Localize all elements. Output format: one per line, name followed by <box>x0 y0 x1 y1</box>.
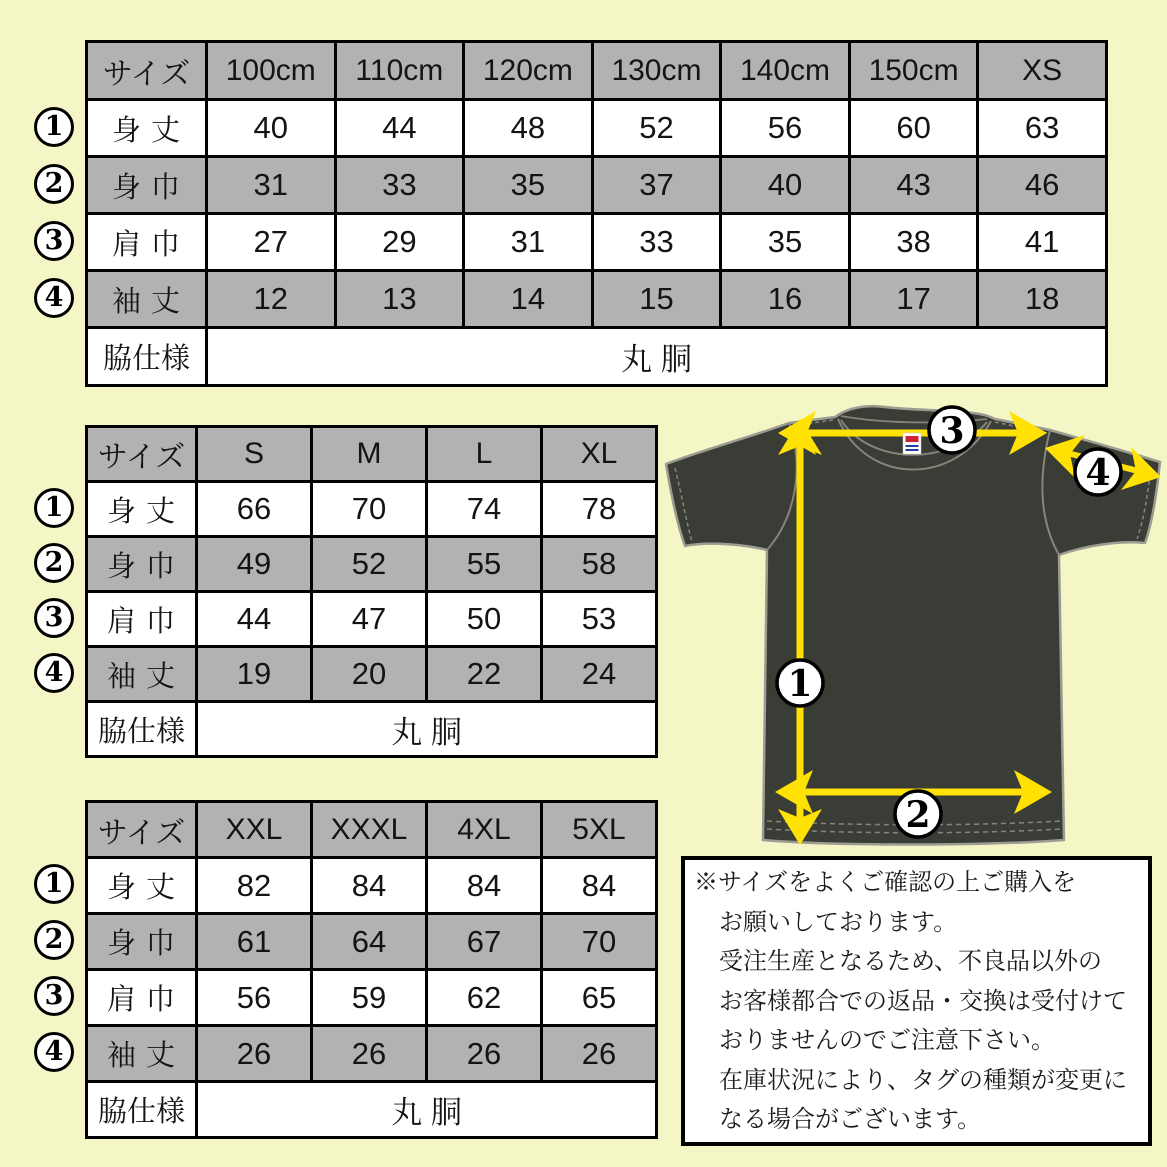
header-row <box>87 42 1107 100</box>
notice-line: お客様都合での返品・交換は受付けて <box>719 987 1127 1015</box>
diagram-marker-3 <box>929 407 975 453</box>
footer-row <box>87 328 1107 386</box>
svg-text:3: 3 <box>939 410 965 452</box>
table-row <box>87 1026 657 1082</box>
notice-line: おりませんのでご注意下さい。 <box>719 1027 1055 1054</box>
svg-text:1: 1 <box>787 663 813 705</box>
size-column-header: M <box>312 427 427 482</box>
size-column-header: 5XL <box>542 802 657 858</box>
table-row <box>87 157 1107 214</box>
diagram-marker-4 <box>1075 449 1121 495</box>
plus-size-table <box>85 800 658 1139</box>
footer-value: 丸 胴 <box>197 1082 657 1138</box>
size-column-header: XL <box>542 427 657 482</box>
measurement-cell: 22 <box>427 647 542 702</box>
measurement-cell: 56 <box>197 970 312 1026</box>
tshirt-diagram <box>655 393 1167 863</box>
measurement-cell: 15 <box>592 271 721 328</box>
measurement-cell: 49 <box>197 537 312 592</box>
row-label: 身 丈 <box>87 858 197 914</box>
table-row <box>87 647 657 702</box>
measurement-cell: 82 <box>197 858 312 914</box>
measurement-cell: 58 <box>542 537 657 592</box>
measurement-cell: 84 <box>312 858 427 914</box>
measure-marker-4: 4 <box>34 653 74 693</box>
size-column-header: L <box>427 427 542 482</box>
notice-line: 受注生産となるため、不良品以外の <box>719 948 1103 975</box>
measure-marker-3: 3 <box>34 598 74 638</box>
size-column-header: 110cm <box>335 42 464 100</box>
measurement-cell: 78 <box>542 482 657 537</box>
size-header-cell: サイズ <box>87 427 197 482</box>
measurement-cell: 18 <box>978 271 1107 328</box>
footer-label: 脇仕様 <box>87 328 207 386</box>
footer-row <box>87 702 657 757</box>
row-label: 身 巾 <box>87 537 197 592</box>
measurement-cell: 70 <box>312 482 427 537</box>
measurement-cell: 19 <box>197 647 312 702</box>
svg-text:2: 2 <box>905 794 931 836</box>
measurement-cell: 26 <box>427 1026 542 1082</box>
adult-size-table <box>85 425 658 758</box>
table-row <box>87 914 657 970</box>
row-label: 身 巾 <box>87 914 197 970</box>
table-row <box>87 858 657 914</box>
measurement-cell: 62 <box>427 970 542 1026</box>
table-row <box>87 482 657 537</box>
measurement-cell: 40 <box>721 157 850 214</box>
measurement-cell: 35 <box>721 214 850 271</box>
size-header-cell: サイズ <box>87 802 197 858</box>
measurement-cell: 20 <box>312 647 427 702</box>
measurement-cell: 33 <box>592 214 721 271</box>
measure-marker-3: 3 <box>34 976 74 1016</box>
measurement-cell: 55 <box>427 537 542 592</box>
measurement-cell: 31 <box>207 157 336 214</box>
size-column-header: XXXL <box>312 802 427 858</box>
size-column-header: 100cm <box>207 42 336 100</box>
brand-tag <box>903 433 921 454</box>
diagram-marker-1 <box>777 660 823 706</box>
notice-line: お願いしております。 <box>719 908 958 936</box>
measure-marker-1: 1 <box>34 864 74 904</box>
kids-size-table <box>85 40 1108 387</box>
measurement-cell: 14 <box>464 271 593 328</box>
measurement-cell: 60 <box>849 100 978 157</box>
measurement-cell: 84 <box>427 858 542 914</box>
measurement-cell: 26 <box>542 1026 657 1082</box>
header-row <box>87 802 657 858</box>
row-label: 袖 丈 <box>87 1026 197 1082</box>
size-column-header: 4XL <box>427 802 542 858</box>
size-column-header: 150cm <box>849 42 978 100</box>
measurement-cell: 37 <box>592 157 721 214</box>
size-column-header: 120cm <box>464 42 593 100</box>
footer-value: 丸 胴 <box>197 702 657 757</box>
measurement-cell: 53 <box>542 592 657 647</box>
row-label: 肩 巾 <box>87 214 207 271</box>
table-row <box>87 537 657 592</box>
size-column-header: S <box>197 427 312 482</box>
measurement-cell: 67 <box>427 914 542 970</box>
measurement-cell: 61 <box>197 914 312 970</box>
measurement-cell: 44 <box>197 592 312 647</box>
measurement-cell: 31 <box>464 214 593 271</box>
measure-marker-2: 2 <box>34 543 74 583</box>
notice-line: ※サイズをよくご確認の上ご購入を <box>694 869 1077 896</box>
measure-marker-2: 2 <box>34 920 74 960</box>
measurement-cell: 43 <box>849 157 978 214</box>
measurement-cell: 47 <box>312 592 427 647</box>
measurement-cell: 63 <box>978 100 1107 157</box>
measurement-cell: 52 <box>592 100 721 157</box>
measure-marker-4: 4 <box>34 278 74 318</box>
measurement-cell: 64 <box>312 914 427 970</box>
table-row <box>87 100 1107 157</box>
measurement-cell: 33 <box>335 157 464 214</box>
diagram-marker-2 <box>895 791 941 837</box>
header-row <box>87 427 657 482</box>
measurement-cell: 59 <box>312 970 427 1026</box>
measurement-cell: 12 <box>207 271 336 328</box>
footer-row <box>87 1082 657 1138</box>
row-label: 身 巾 <box>87 157 207 214</box>
measurement-cell: 65 <box>542 970 657 1026</box>
notice-box <box>681 856 1152 1146</box>
size-header-cell: サイズ <box>87 42 207 100</box>
measurement-cell: 70 <box>542 914 657 970</box>
size-column-header: XS <box>978 42 1107 100</box>
row-label: 肩 巾 <box>87 592 197 647</box>
measurement-cell: 84 <box>542 858 657 914</box>
row-label: 身 丈 <box>87 100 207 157</box>
measurement-cell: 40 <box>207 100 336 157</box>
row-label: 身 丈 <box>87 482 197 537</box>
notice-line: 在庫状況により、タグの種類が変更に <box>719 1066 1127 1094</box>
measurement-cell: 35 <box>464 157 593 214</box>
measurement-cell: 16 <box>721 271 850 328</box>
table-row <box>87 970 657 1026</box>
row-label: 袖 丈 <box>87 271 207 328</box>
measurement-cell: 44 <box>335 100 464 157</box>
footer-label: 脇仕様 <box>87 1082 197 1138</box>
measurement-cell: 24 <box>542 647 657 702</box>
measurement-cell: 41 <box>978 214 1107 271</box>
table-row <box>87 214 1107 271</box>
size-column-header: XXL <box>197 802 312 858</box>
measure-marker-2: 2 <box>34 164 74 204</box>
footer-value: 丸 胴 <box>207 328 1107 386</box>
measurement-cell: 74 <box>427 482 542 537</box>
measurement-cell: 46 <box>978 157 1107 214</box>
measurement-cell: 17 <box>849 271 978 328</box>
footer-label: 脇仕様 <box>87 702 197 757</box>
measurement-cell: 13 <box>335 271 464 328</box>
row-label: 肩 巾 <box>87 970 197 1026</box>
measurement-cell: 27 <box>207 214 336 271</box>
row-label: 袖 丈 <box>87 647 197 702</box>
notice-line: なる場合がございます。 <box>719 1106 982 1133</box>
measure-marker-1: 1 <box>34 107 74 147</box>
measurement-cell: 38 <box>849 214 978 271</box>
measurement-cell: 66 <box>197 482 312 537</box>
measurement-cell: 26 <box>312 1026 427 1082</box>
measurement-cell: 26 <box>197 1026 312 1082</box>
measurement-cell: 29 <box>335 214 464 271</box>
table-row <box>87 271 1107 328</box>
svg-text:4: 4 <box>1085 452 1111 494</box>
measurement-cell: 48 <box>464 100 593 157</box>
measure-marker-3: 3 <box>34 221 74 261</box>
measure-marker-4: 4 <box>34 1032 74 1072</box>
measure-marker-1: 1 <box>34 488 74 528</box>
size-column-header: 140cm <box>721 42 850 100</box>
measurement-cell: 52 <box>312 537 427 592</box>
size-column-header: 130cm <box>592 42 721 100</box>
tshirt-diagram-svg <box>655 393 1167 863</box>
measurement-cell: 56 <box>721 100 850 157</box>
table-row <box>87 592 657 647</box>
measurement-cell: 50 <box>427 592 542 647</box>
